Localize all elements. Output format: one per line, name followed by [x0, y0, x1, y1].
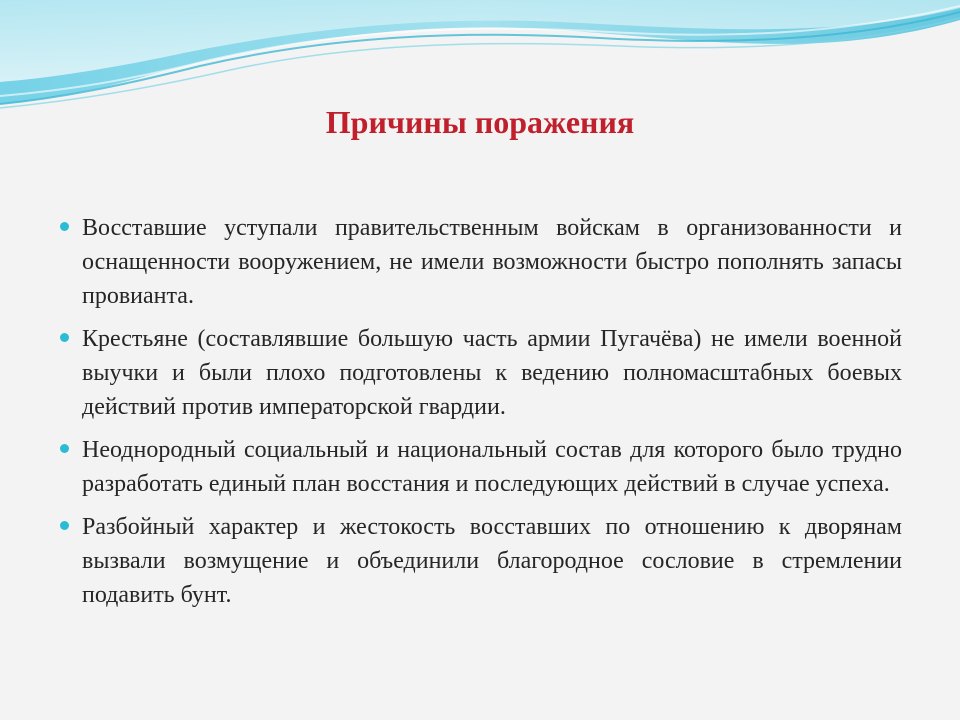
bullet-text: Крестьяне (составлявшие большую часть армии Пугачёва) не имели военной выучки и были плохо подготовлены к ведению полномасштабных боевых действий против императорской гвардии.: [82, 326, 902, 420]
bullet-item: [82, 433, 902, 501]
bullet-item: [82, 322, 902, 424]
bullet-text: Разбойный характер и жестокость восставших по отношению к дворянам вызвали возмущение и объединили благородное сословие в стремлении подавить бунт.: [82, 514, 902, 608]
bullet-dot-icon: [60, 222, 69, 231]
bullet-dot-icon: [60, 333, 69, 342]
bullet-item: [82, 211, 902, 313]
slide-title: Причины поражения: [325, 104, 635, 140]
bullet-list: [82, 211, 902, 621]
bullet-dot-icon: [60, 521, 69, 530]
bullet-dot-icon: [60, 444, 69, 453]
bullet-text: Неоднородный социальный и национальный состав для которого было трудно разработать единый план восстания и последующих действий в случае успеха.: [82, 437, 902, 497]
bullet-item: [82, 510, 902, 612]
bullet-text: Восставшие уступали правительственным войскам в организованности и оснащенности вооружением, не имели возможности быстро пополнять запасы провианта.: [82, 215, 902, 309]
